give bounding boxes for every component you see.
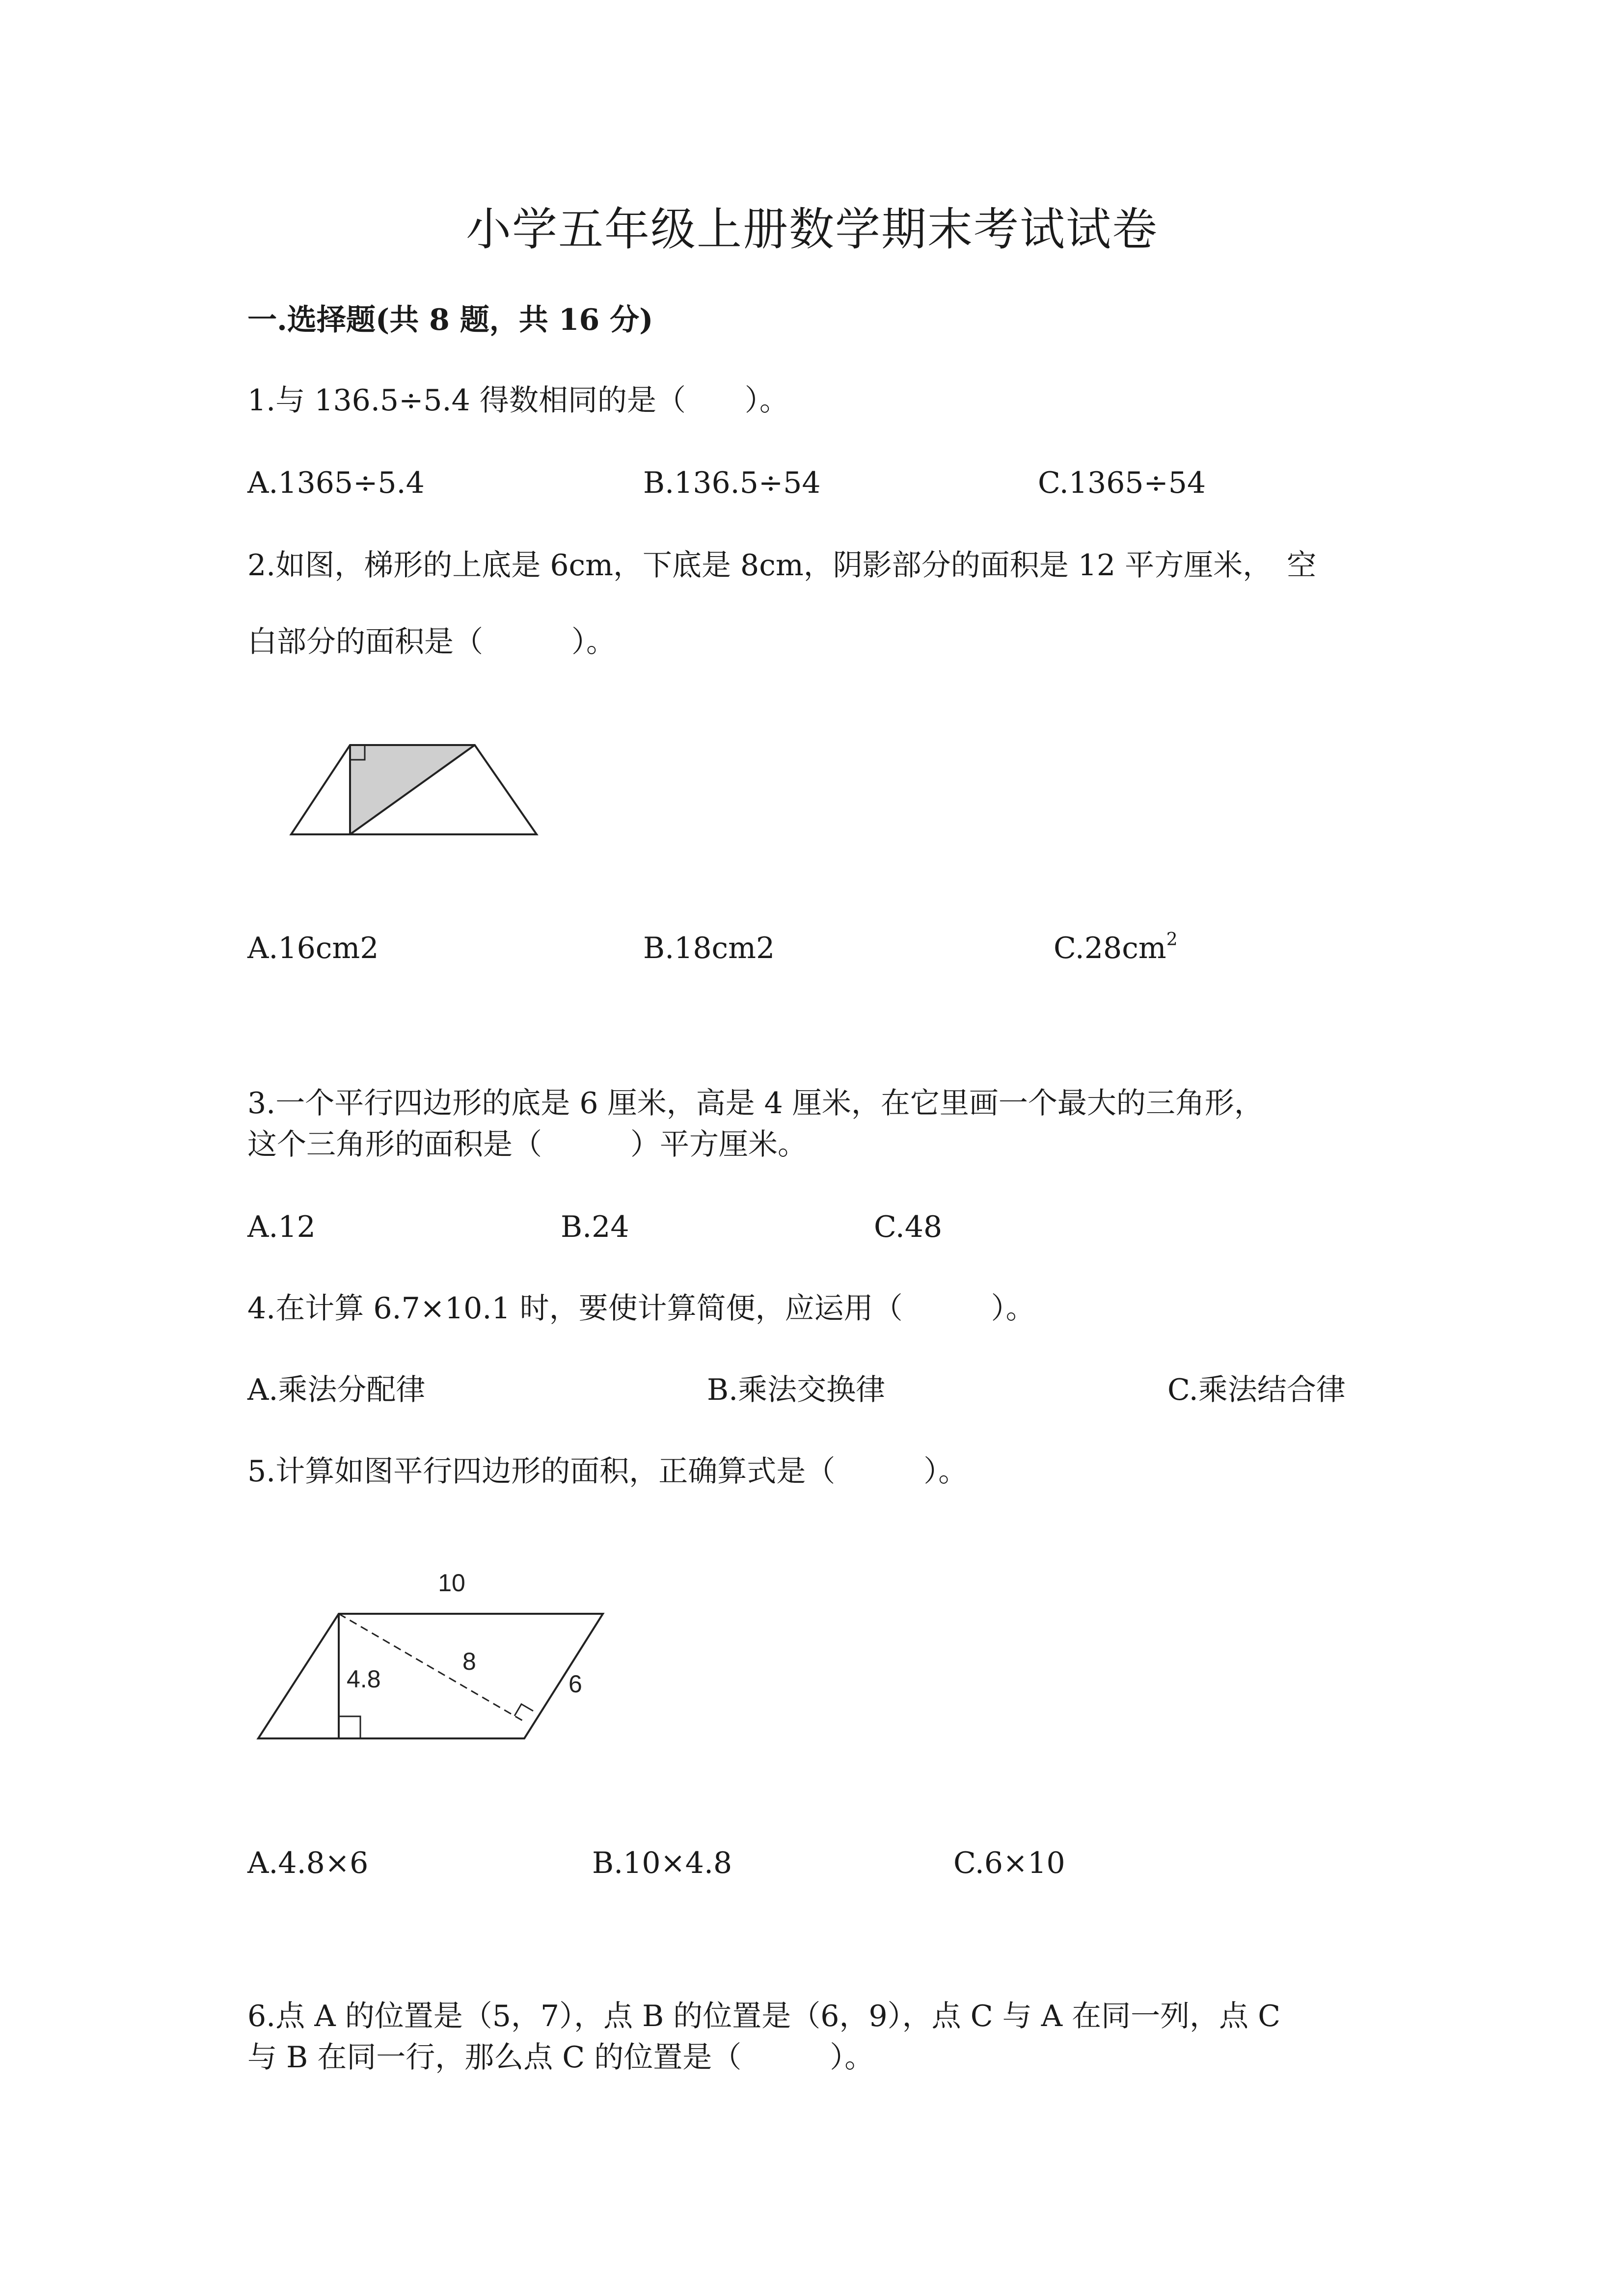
question-4-option-a: A.乘法分配律 [247,1373,426,1407]
trapezoid-figure [285,736,550,844]
question-5-stem: 5.计算如图平行四边形的面积，正确算式是（ ）。 [247,1454,968,1489]
question-1-stem: 1.与 136.5÷5.4 得数相同的是（ ）。 [247,383,789,418]
question-1-option-c: C.1365÷54 [1038,466,1206,500]
question-4-stem: 4.在计算 6.7×10.1 时，要使计算简便，应运用（ ）。 [247,1291,1035,1326]
parallelogram-top-label: 10 [438,1569,465,1597]
section-heading: 一.选择题(共 8 题，共 16 分) [247,303,653,337]
question-1-option-b: B.136.5÷54 [643,466,821,500]
question-2-option-c: $C.28cm^2$ [1054,930,1178,965]
question-1-option-a: A.1365÷5.4 [247,466,425,500]
question-5-option-a: A.4.8×6 [247,1846,369,1880]
question-2-option-a: A.16cm2 [247,931,379,965]
question-3-stem-line-2: 这个三角形的面积是（ ）平方厘米。 [247,1127,807,1162]
parallelogram-height-label: 4.8 [347,1665,381,1693]
page-title: 小学五年级上册数学期末考试试卷 [465,203,1158,256]
question-3-option-c: C.48 [874,1210,943,1244]
parallelogram-side-label: 6 [568,1670,582,1698]
question-3-option-b: B.24 [561,1210,629,1244]
question-6-stem-line-2: 与 B 在同一行，那么点 C 的位置是（ ）。 [247,2040,874,2075]
question-2-stem-line-1: 2.如图，梯形的上底是 6cm，下底是 8cm，阴影部分的面积是 12 平方厘米， 空 [247,548,1317,583]
question-4-option-b: B.乘法交换律 [707,1373,886,1407]
question-2-stem-line-2: 白部分的面积是（ ）。 [247,625,616,659]
question-2-option-b: B.18cm2 [643,931,775,965]
question-4-option-c: C.乘法结合律 [1167,1373,1346,1407]
question-5-option-c: C.6×10 [953,1846,1065,1880]
question-3-option-a: A.12 [247,1210,316,1244]
question-6-stem-line-1: 6.点 A 的位置是（5，7），点 B 的位置是（6，9），点 C 与 A 在同一列，点 C [247,1999,1281,2033]
question-3-stem-line-1: 3.一个平行四边形的底是 6 厘米，高是 4 厘米，在它里画一个最大的三角形， [247,1086,1264,1121]
question-5-option-b: B.10×4.8 [592,1846,732,1880]
parallelogram-figure [250,1551,623,1757]
parallelogram-diagonal-label: 8 [462,1648,476,1675]
